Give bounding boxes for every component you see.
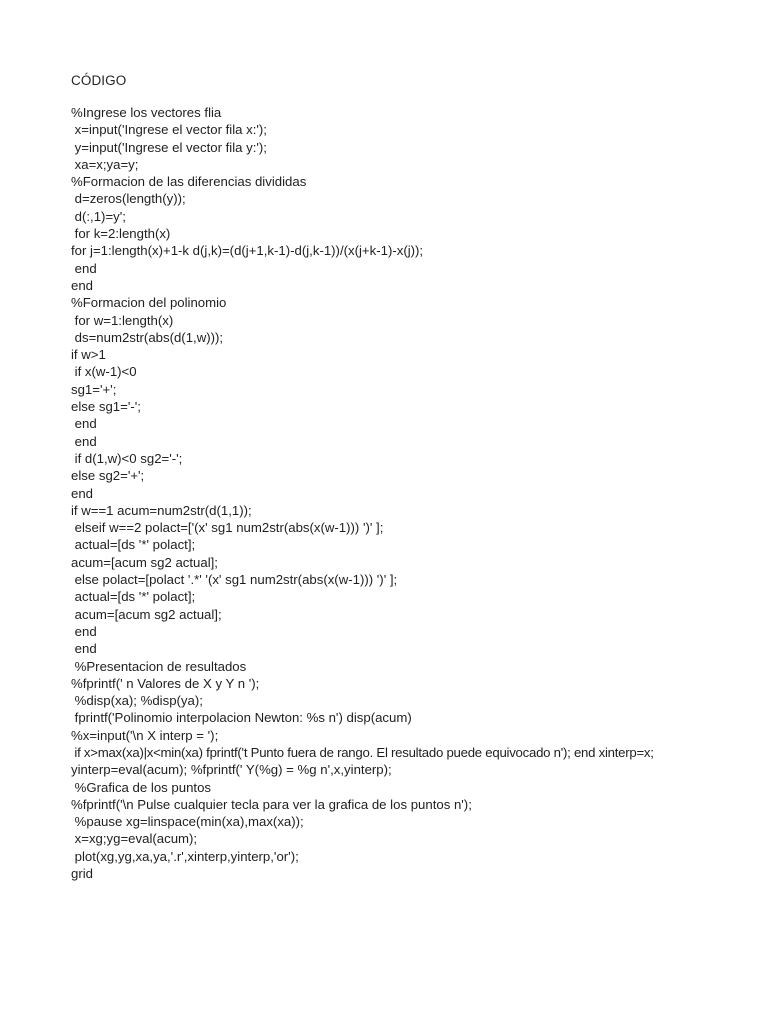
code-line: %x=input('\n X interp = '); bbox=[71, 727, 219, 743]
code-line: %pause xg=linspace(min(xa),max(xa)); bbox=[71, 814, 304, 830]
code-line: end bbox=[71, 277, 94, 293]
code-line: for k=2:length(x) bbox=[71, 226, 171, 242]
code-line: %Formacion de las diferencias divididas bbox=[71, 174, 307, 190]
code-line: x=input('Ingrese el vector fila x:'); bbox=[71, 122, 267, 138]
code-line: end bbox=[71, 416, 97, 432]
code-line: yinterp=eval(acum); %fprintf(' Y(%g) = %g n',x,yinterp); bbox=[71, 762, 392, 778]
code-line: for j=1:length(x)+1-k d(j,k)=(d(j+1,k-1)-d(j,k-1))/(x(j+k-1)-x(j)); bbox=[71, 243, 424, 259]
code-line: end bbox=[71, 485, 94, 501]
code-line: sg1='+'; bbox=[71, 381, 117, 397]
code-line: %Formacion del polinomio bbox=[71, 295, 227, 311]
code-line: %disp(xa); %disp(ya); bbox=[71, 693, 203, 709]
code-line: end bbox=[71, 623, 97, 639]
code-line: x=xg;yg=eval(acum); bbox=[71, 831, 198, 847]
code-line: xa=x;ya=y; bbox=[71, 156, 139, 172]
code-line: actual=[ds '*' polact]; bbox=[71, 537, 196, 553]
code-line: for w=1:length(x) bbox=[71, 312, 174, 328]
code-line: acum=[acum sg2 actual]; bbox=[71, 606, 222, 622]
code-line: d(:,1)=y'; bbox=[71, 208, 126, 224]
code-line: %Grafica de los puntos bbox=[71, 779, 212, 795]
code-line: end bbox=[71, 641, 97, 657]
code-line: %fprintf('\n Pulse cualquier tecla para ver la grafica de los puntos n'); bbox=[71, 796, 472, 812]
code-line: end bbox=[71, 433, 97, 449]
code-line: y=input('Ingrese el vector fila y:'); bbox=[71, 139, 267, 155]
code-line: if w>1 bbox=[71, 347, 106, 363]
code-line: %fprintf(' n Valores de X y Y n '); bbox=[71, 675, 260, 691]
code-line: d=zeros(length(y)); bbox=[71, 191, 186, 207]
code-line: else polact=[polact '.*' '(x' sg1 num2str(abs(x(w-1))) ')' ]; bbox=[71, 572, 398, 588]
code-line: plot(xg,yg,xa,ya,'.r',xinterp,yinterp,'or'); bbox=[71, 848, 299, 864]
code-line: else sg1='-'; bbox=[71, 399, 141, 415]
code-line: if d(1,w)<0 sg2='-'; bbox=[71, 450, 183, 466]
code-line: elseif w==2 polact=['(x' sg1 num2str(abs(x(w-1))) ')' ]; bbox=[71, 520, 384, 536]
code-line: actual=[ds '*' polact]; bbox=[71, 589, 196, 605]
code-listing bbox=[71, 104, 761, 882]
code-line: ds=num2str(abs(d(1,w))); bbox=[71, 329, 224, 345]
document-heading: CÓDIGO bbox=[71, 73, 127, 88]
code-line: if x(w-1)<0 bbox=[71, 364, 137, 380]
code-line: if w==1 acum=num2str(d(1,1)); bbox=[71, 502, 252, 518]
code-line: %Ingrese los vectores flia bbox=[71, 105, 222, 120]
code-line: %Presentacion de resultados bbox=[71, 658, 247, 674]
code-line: acum=[acum sg2 actual]; bbox=[71, 554, 218, 570]
code-line: grid bbox=[71, 866, 93, 882]
code-line: fprintf('Polinomio interpolacion Newton: %s n') disp(acum) bbox=[71, 710, 412, 726]
code-line: if x>max(xa)|x<min(xa) fprintf('t Punto fuera de rango. El resultado puede equivocado n'); end xinterp=x; bbox=[71, 744, 654, 760]
code-line: end bbox=[71, 260, 97, 276]
code-line: else sg2='+'; bbox=[71, 468, 145, 484]
